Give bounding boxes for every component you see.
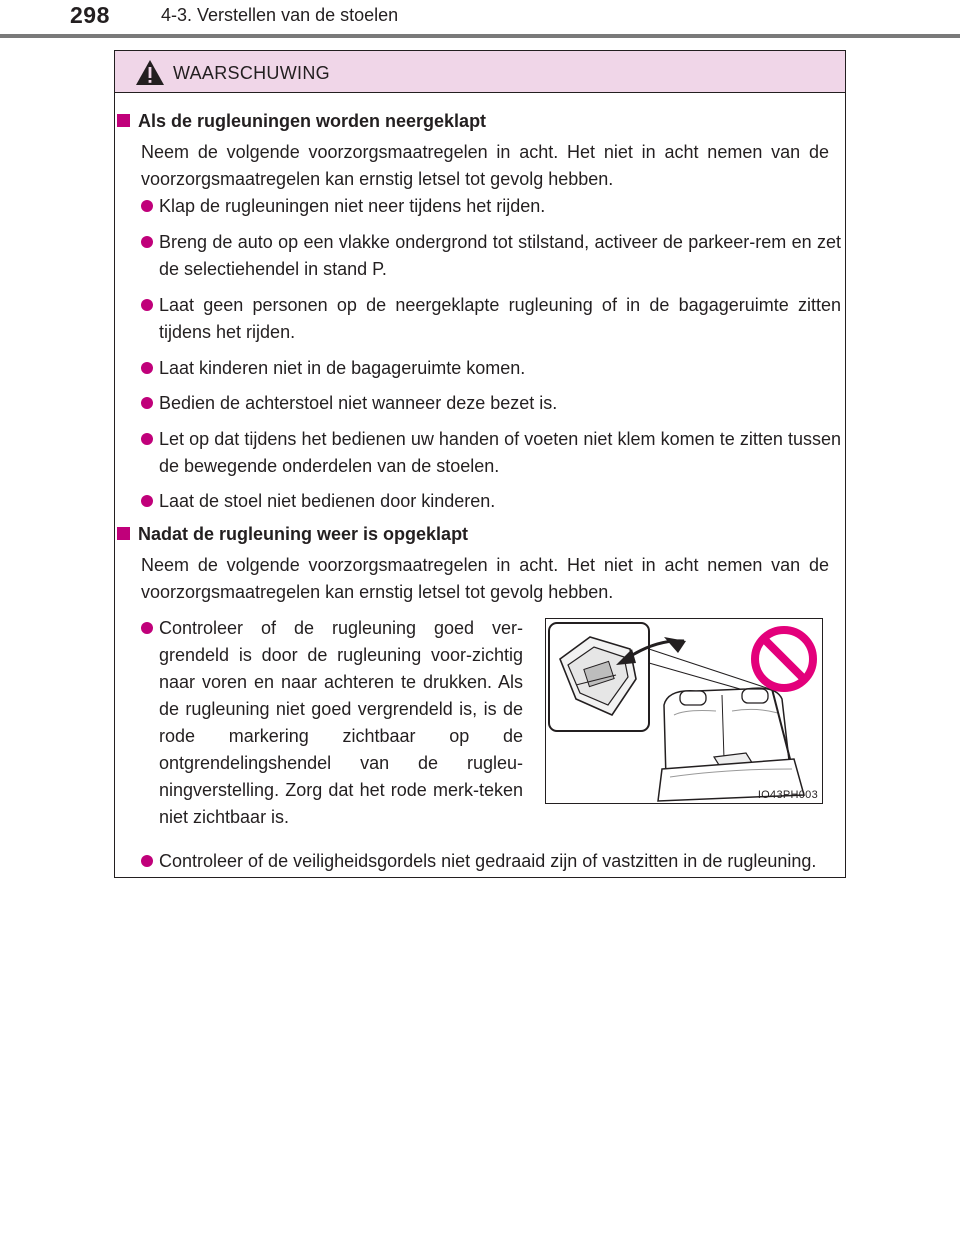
square-bullet-icon [117,114,130,127]
warning-triangle-icon [135,59,165,86]
bullet-icon [141,495,153,507]
square-bullet-icon [117,527,130,540]
seat-illustration [545,618,823,804]
section-heading-text: Als de rugleuningen worden neergeklapt [138,111,487,131]
warning-title: WAARSCHUWING [173,63,330,83]
list-item-text: Controleer of de veiligheidsgordels niet gedraaid zijn of vastzitten in de rugleuning. [159,851,817,871]
header-divider [0,34,960,38]
list-item-text: Klap de rugleuningen niet neer tijdens het rijden. [159,196,546,216]
bullet-icon [141,397,153,409]
list-item-text: Laat geen personen op de neergeklapte rugleuning of in de bagageruimte zitten tijdens het rijden. [159,295,841,342]
bullet-icon [141,236,153,248]
bullet-icon [141,362,153,374]
list-item-text: Controleer of de rugleuning goed ver-grendeld is door de rugleuning voor-zichtig naar voren en naar achteren te drukken. Als de rugleuning niet goed vergrendeld is, is de rode markering zichtbaar op de ontgrendelingshendel van de rugleu-ningverstelling. Zorg dat het rode merk-teken niet zichtbaar is. [159,618,523,827]
rear-seat-lever-figure [546,619,822,803]
bullet-icon [141,622,153,634]
section-title: 4-3. Verstellen van de stoelen [161,5,399,25]
list-item-text: Laat kinderen niet in de bagageruimte komen. [159,358,526,378]
bullet-icon [141,299,153,311]
section-heading-text: Nadat de rugleuning weer is opgeklapt [138,524,469,544]
section-heading [117,111,486,132]
warning-header [115,51,845,93]
list-item-text: Breng de auto op een vlakke ondergrond tot stilstand, activeer de parkeer-rem en zet de selectiehendel in stand P. [159,232,841,279]
list-item-text: Bedien de achterstoel niet wanneer deze bezet is. [159,393,558,413]
warning-box [114,50,846,878]
figure-code: IO43PH003 [757,789,818,801]
bullet-icon [141,855,153,867]
section-heading [117,524,468,545]
list-item-text: Let op dat tijdens het bedienen uw handen of voeten niet klem komen te zitten tussen de bewegende onderdelen van de stoelen. [159,429,841,476]
list-item-text: Laat de stoel niet bedienen door kinderen. [159,491,496,511]
bullet-icon [141,200,153,212]
section-intro: Neem de volgende voorzorgsmaatregelen in acht. Het niet in acht nemen van de voorzorgsmaatregelen kan ernstig letsel tot gevolg hebben. [141,555,829,602]
page-number: 298 [70,2,110,28]
bullet-icon [141,433,153,445]
section-intro: Neem de volgende voorzorgsmaatregelen in acht. Het niet in acht nemen van de voorzorgsmaatregelen kan ernstig letsel tot gevolg hebben. [141,142,829,189]
